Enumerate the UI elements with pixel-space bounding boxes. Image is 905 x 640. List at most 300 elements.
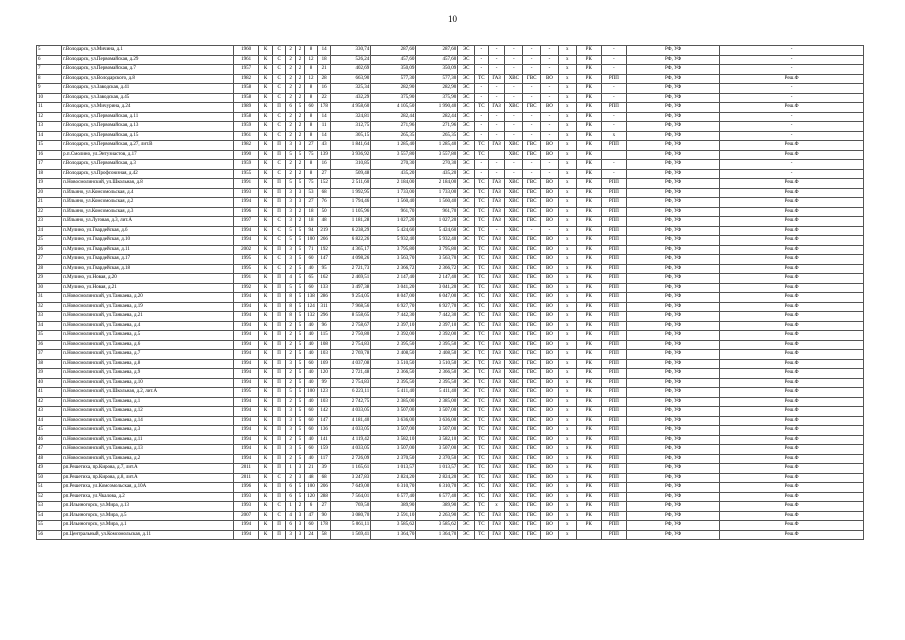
table-cell: п.Новосмолинский, ул.Школьная, д.8 (62, 179, 234, 189)
table-cell: ГАЗ (488, 283, 505, 293)
table-cell: 1994 (234, 226, 259, 236)
table-cell: 6 223,11 (331, 388, 371, 398)
table-cell: 266 (317, 236, 331, 246)
table-cell: - (720, 160, 864, 170)
table-cell: П (272, 416, 286, 426)
table-cell: х (558, 179, 576, 189)
table-cell: ЭС (458, 416, 475, 426)
table-cell: 1993 (234, 502, 259, 512)
table-cell: С (272, 46, 286, 56)
table-cell: ВО (541, 312, 559, 322)
table-cell: п.Новосмолинский, ул.Танкаева, д.14 (62, 416, 234, 426)
table-cell: - (505, 65, 523, 75)
table-cell: Реш.Ф (720, 283, 864, 293)
table-cell: РПП (601, 274, 626, 284)
table-cell: 2 (286, 331, 295, 341)
table-cell: РК (576, 217, 601, 227)
table-cell: 32 (37, 302, 62, 312)
table-cell: - (523, 169, 541, 179)
table-cell: С (272, 236, 286, 246)
table-cell: ТС (475, 473, 489, 483)
table-cell: ГАЗ (488, 264, 505, 274)
table-cell: ЭС (458, 74, 475, 84)
table-cell: 5 (295, 283, 304, 293)
table-cell: 526,24 (331, 55, 371, 65)
table-cell: К (259, 473, 273, 483)
table-cell: 49 (37, 464, 62, 474)
table-cell: ВО (541, 445, 559, 455)
table-cell: 15 (37, 141, 62, 151)
table-cell: х (558, 435, 576, 445)
table-row (37, 255, 864, 265)
table-cell: 2 721,73 (331, 264, 371, 274)
table-cell: ХВС (505, 388, 523, 398)
table-cell: ВО (541, 435, 559, 445)
table-cell: 1994 (234, 530, 259, 540)
table-cell: 8 (305, 112, 318, 122)
table-cell: ХВС (505, 502, 523, 512)
table-cell: П (272, 150, 286, 160)
table-cell: 2 (286, 84, 295, 94)
table-cell: 6 (286, 483, 295, 493)
table-cell: ГАЗ (488, 331, 505, 341)
table-cell: ГВС (523, 407, 541, 417)
table-cell: РФ, УФ (626, 245, 719, 255)
table-cell: 2 395,50 (371, 378, 416, 388)
table-cell: 5 (295, 492, 304, 502)
table-cell: ХВС (505, 245, 523, 255)
table-cell: 3 (286, 207, 295, 217)
table-cell: РФ, УФ (626, 103, 719, 113)
table-cell: - (505, 55, 523, 65)
table-cell: 1994 (234, 445, 259, 455)
table-cell: 219 (317, 226, 331, 236)
table-cell: ХВС (505, 274, 523, 284)
table-cell: 1961 (234, 55, 259, 65)
table-cell: Реш.Ф (720, 293, 864, 303)
table-cell: С (272, 217, 286, 227)
table-cell: ТС (475, 188, 489, 198)
table-cell: 58 (317, 530, 331, 540)
table-cell: П (272, 445, 286, 455)
table-cell: П (272, 198, 286, 208)
table-cell: 2 397,10 (371, 321, 416, 331)
table-cell: 115 (317, 331, 331, 341)
table-cell: 5 (295, 369, 304, 379)
table-cell: РПП (601, 302, 626, 312)
table-cell: Реш.Ф (720, 464, 864, 474)
table-cell: РПП (601, 492, 626, 502)
table-cell: 2 (295, 46, 304, 56)
table-cell: 2 (286, 131, 295, 141)
table-cell: РФ, УФ (626, 46, 719, 56)
table-cell: РФ, УФ (626, 207, 719, 217)
table-cell: 2 385,00 (371, 397, 416, 407)
table-cell: - (720, 131, 864, 141)
table-cell: 2007 (234, 511, 259, 521)
table-cell: ГАЗ (488, 179, 505, 189)
table-cell: 76 (317, 198, 331, 208)
table-cell: 270,30 (416, 160, 458, 170)
table-cell: ХВС (505, 407, 523, 417)
table-cell: П (272, 378, 286, 388)
table-cell: 3 247,83 (331, 473, 371, 483)
table-cell: 1957 (234, 65, 259, 75)
table-cell: 8 (286, 312, 295, 322)
table-cell: ЭС (458, 103, 475, 113)
table-cell: 50 (37, 473, 62, 483)
table-cell: РФ, УФ (626, 160, 719, 170)
table-cell: 3 (286, 426, 295, 436)
table-cell: С (272, 112, 286, 122)
table-cell: 2 (295, 93, 304, 103)
table-row (37, 160, 864, 170)
table-row (37, 112, 864, 122)
table-cell: х (558, 464, 576, 474)
table-cell: 2 (295, 112, 304, 122)
table-cell: РК (576, 492, 601, 502)
table-row (37, 274, 864, 284)
table-cell: п.Новосмолинский, ул.Танкаева, д.3 (62, 426, 234, 436)
table-cell: К (259, 93, 273, 103)
table-cell: ГАЗ (488, 407, 505, 417)
table-cell: 1994 (234, 236, 259, 246)
table-cell: 3 507,00 (416, 426, 458, 436)
table-cell: ГАЗ (488, 530, 505, 540)
table-cell: х (558, 112, 576, 122)
table-cell: ТС (475, 464, 489, 474)
table-cell: П (272, 359, 286, 369)
table-cell: Реш.Ф (720, 179, 864, 189)
table-cell: РПП (601, 283, 626, 293)
table-cell: ВО (541, 492, 559, 502)
table-cell: х (558, 207, 576, 217)
table-cell: 37 (37, 350, 62, 360)
table-cell: 5 (295, 245, 304, 255)
table-cell: РК (576, 169, 601, 179)
table-cell: ЭС (458, 511, 475, 521)
table-cell: 60 (305, 426, 318, 436)
table-cell: 509,48 (331, 169, 371, 179)
table-cell: 1961 (234, 131, 259, 141)
table-cell: 2 147,40 (371, 274, 416, 284)
table-row (37, 55, 864, 65)
table-cell: 1959 (234, 160, 259, 170)
table-cell: 961,70 (371, 207, 416, 217)
table-cell: ГАЗ (488, 369, 505, 379)
table-cell: х (558, 426, 576, 436)
table-cell: ГВС (523, 302, 541, 312)
table-row (37, 46, 864, 56)
table-cell: ХВС (505, 293, 523, 303)
table-cell: ВО (541, 483, 559, 493)
table-cell: К (259, 226, 273, 236)
table-cell: Реш.Ф (720, 274, 864, 284)
table-cell: РПП (601, 312, 626, 322)
table-cell: ЭС (458, 169, 475, 179)
table-cell: х (558, 236, 576, 246)
table-cell: ТС (475, 521, 489, 531)
table-cell: 4 037,08 (331, 359, 371, 369)
table-cell: РК (576, 340, 601, 350)
table-cell: РК (576, 397, 601, 407)
table-cell: 4 033,05 (331, 445, 371, 455)
table-cell: РК (576, 445, 601, 455)
table-cell: 7 649,00 (331, 483, 371, 493)
table-cell: 40 (305, 378, 318, 388)
table-cell: п.Новосмолинский, ул.Танкаева, д.20 (62, 293, 234, 303)
table-cell: 2 (286, 435, 295, 445)
table-cell: РПП (601, 321, 626, 331)
table-cell: 5 (295, 407, 304, 417)
table-cell: Реш.Ф (720, 207, 864, 217)
table-cell: 2 (295, 131, 304, 141)
table-cell: ЭС (458, 426, 475, 436)
table-cell: 2 (286, 112, 295, 122)
table-cell: 2 769,78 (331, 350, 371, 360)
table-cell: Реш.Ф (720, 340, 864, 350)
table-cell: 8 (305, 169, 318, 179)
table-cell: 1994 (234, 378, 259, 388)
table-cell: ВО (541, 188, 559, 198)
table-cell: РК (576, 312, 601, 322)
table-cell: К (259, 435, 273, 445)
table-cell: 5 424,60 (416, 226, 458, 236)
table-cell: 2 (286, 340, 295, 350)
table-cell: х (558, 55, 576, 65)
table-cell: ХВС (505, 331, 523, 341)
table-cell: Реш.Ф (720, 74, 864, 84)
table-cell: 5 932,40 (371, 236, 416, 246)
table-cell: 577,30 (416, 74, 458, 84)
table-cell: ВО (541, 530, 559, 540)
table-cell: Реш.Ф (720, 378, 864, 388)
table-cell: 265,35 (371, 131, 416, 141)
table-cell: С (272, 160, 286, 170)
table-cell: х (558, 511, 576, 521)
table-cell: - (505, 160, 523, 170)
table-cell: РФ, УФ (626, 255, 719, 265)
table-cell: ГВС (523, 521, 541, 531)
table-cell: 8 (305, 65, 318, 75)
table-cell: п.Мулино, ул.Новая, д.20 (62, 274, 234, 284)
table-cell: - (601, 122, 626, 132)
table-cell: РФ, УФ (626, 378, 719, 388)
table-cell: 2 (286, 122, 295, 132)
table-cell: РФ, УФ (626, 150, 719, 160)
table-cell: П (272, 340, 286, 350)
table-cell: 2 (286, 473, 295, 483)
table-cell: ЭС (458, 378, 475, 388)
table-cell: - (523, 65, 541, 75)
table-cell: 2 395,50 (416, 340, 458, 350)
table-cell: РФ, УФ (626, 74, 719, 84)
table-cell: 103 (317, 397, 331, 407)
table-cell: х (558, 255, 576, 265)
table-cell: РПП (601, 511, 626, 521)
table-cell: 123 (317, 388, 331, 398)
table-cell: 178 (317, 103, 331, 113)
table-cell: г.Володарск, ул.Профсоюзная, д.42 (62, 169, 234, 179)
table-cell: ЭС (458, 293, 475, 303)
table-cell: К (259, 521, 273, 531)
table-cell: ХВС (505, 340, 523, 350)
table-cell: 1 027,20 (416, 217, 458, 227)
table-cell: ЭС (458, 198, 475, 208)
table-cell: ЭС (458, 245, 475, 255)
table-cell: ЭС (458, 359, 475, 369)
table-cell: 147 (317, 255, 331, 265)
table-cell: 8 (305, 160, 318, 170)
table-cell: РПП (601, 426, 626, 436)
table-cell: 3 (295, 511, 304, 521)
table-cell: ХВС (505, 226, 523, 236)
table-cell: 2 408,50 (371, 350, 416, 360)
table-cell: Реш.Ф (720, 483, 864, 493)
table-cell: 1992 (234, 283, 259, 293)
table-cell: Реш.Ф (720, 217, 864, 227)
table-cell: рп.Ильиногорск, ул.Мира, д.5 (62, 511, 234, 521)
table-row (37, 416, 864, 426)
table-cell: 53 (305, 188, 318, 198)
table-cell: 5 (295, 236, 304, 246)
table-cell: х (558, 407, 576, 417)
table-cell: Реш.Ф (720, 264, 864, 274)
table-cell: К (259, 198, 273, 208)
table-cell: 2 (286, 369, 295, 379)
table-cell: 1 992,95 (331, 188, 371, 198)
table-cell: ХВС (505, 492, 523, 502)
table-cell: 147 (317, 416, 331, 426)
table-cell: ГВС (523, 530, 541, 540)
table-cell: Реш.Ф (720, 492, 864, 502)
table-cell: 60 (305, 283, 318, 293)
table-cell: х (558, 141, 576, 151)
table-cell: Реш.Ф (720, 530, 864, 540)
table-cell: РК (576, 93, 601, 103)
table-cell: РФ, УФ (626, 188, 719, 198)
table-cell: 136 (317, 426, 331, 436)
table-cell: х (558, 416, 576, 426)
table-cell: ХВС (505, 521, 523, 531)
table-cell: 1960 (234, 46, 259, 56)
table-cell: ТС (475, 416, 489, 426)
table-cell: ГВС (523, 255, 541, 265)
table-cell: РФ, УФ (626, 198, 719, 208)
table-cell: 48 (305, 473, 318, 483)
table-cell: ХВС (505, 426, 523, 436)
table-cell: РПП (601, 179, 626, 189)
table-cell: К (259, 397, 273, 407)
table-cell: ГАЗ (488, 217, 505, 227)
table-cell: РК (576, 407, 601, 417)
table-cell: ТС (475, 264, 489, 274)
table-cell: - (601, 46, 626, 56)
table-cell: 28 (37, 264, 62, 274)
table-cell: 6 310,70 (416, 483, 458, 493)
table-cell: ВО (541, 407, 559, 417)
table-cell: 12 (305, 74, 318, 84)
table-cell: РФ, УФ (626, 293, 719, 303)
table-cell (601, 150, 626, 160)
table-cell: 5 932,40 (416, 236, 458, 246)
table-cell: 124 (305, 302, 318, 312)
table-cell: ГВС (523, 369, 541, 379)
table-cell: 1993 (234, 492, 259, 502)
table-cell: х (601, 131, 626, 141)
table-cell: К (259, 445, 273, 455)
table-cell: 1 285,40 (416, 141, 458, 151)
table-cell: х (558, 359, 576, 369)
table-cell: рп.Решетиха, пр.Кирова, д.8, лит.А (62, 473, 234, 483)
table-cell: ГВС (523, 340, 541, 350)
table-cell: 435,20 (416, 169, 458, 179)
table-cell: 663,90 (331, 74, 371, 84)
table-cell: РК (576, 302, 601, 312)
table-cell: 1994 (234, 293, 259, 303)
table-cell: 1959 (234, 122, 259, 132)
table-cell: 375,90 (416, 93, 458, 103)
table-cell: 2 395,50 (416, 378, 458, 388)
table-cell: РФ, УФ (626, 131, 719, 141)
table-cell: - (720, 112, 864, 122)
table-cell: ЭС (458, 369, 475, 379)
table-cell: ГВС (523, 264, 541, 274)
table-cell: г.Володарск, ул.Володарского, д.8 (62, 74, 234, 84)
table-cell: ВО (541, 369, 559, 379)
table-cell: 5 (295, 226, 304, 236)
table-cell: ГАЗ (488, 188, 505, 198)
table-cell: ГАЗ (488, 388, 505, 398)
table-cell: 5 (286, 236, 295, 246)
table-cell: РПП (601, 407, 626, 417)
table-cell: 1 013,57 (371, 464, 416, 474)
table-cell: РФ, УФ (626, 397, 719, 407)
table-cell: 10 (37, 93, 62, 103)
table-cell: 3 507,00 (371, 426, 416, 436)
table-cell: Реш.Ф (720, 103, 864, 113)
table-cell: - (601, 93, 626, 103)
table-cell: РФ, УФ (626, 340, 719, 350)
table-cell: ВО (541, 340, 559, 350)
table-cell: 3 582,10 (416, 435, 458, 445)
table-cell: РК (576, 350, 601, 360)
table-cell: ХВС (505, 473, 523, 483)
table-cell: РФ, УФ (626, 454, 719, 464)
table-cell: РПП (601, 188, 626, 198)
table-cell: ЭС (458, 122, 475, 132)
table-cell: С (272, 255, 286, 265)
table-cell: 14 (317, 112, 331, 122)
table-cell: 2 754,83 (331, 340, 371, 350)
table-cell: - (475, 93, 489, 103)
table-cell: 7 564,01 (331, 492, 371, 502)
table-cell: 25 (37, 236, 62, 246)
table-cell: 5 (295, 426, 304, 436)
table-cell: 2 (295, 502, 304, 512)
table-cell: Реш.Ф (720, 521, 864, 531)
table-cell: ГВС (523, 207, 541, 217)
table-cell: ЭС (458, 55, 475, 65)
table-cell: ХВС (505, 445, 523, 455)
table-cell: 1994 (234, 302, 259, 312)
table-cell: 8 (305, 93, 318, 103)
table-cell: РК (576, 207, 601, 217)
table-cell: ВО (541, 255, 559, 265)
table-cell: 3 (286, 445, 295, 455)
table-cell: х (558, 103, 576, 113)
table-cell: Реш.Ф (720, 255, 864, 265)
